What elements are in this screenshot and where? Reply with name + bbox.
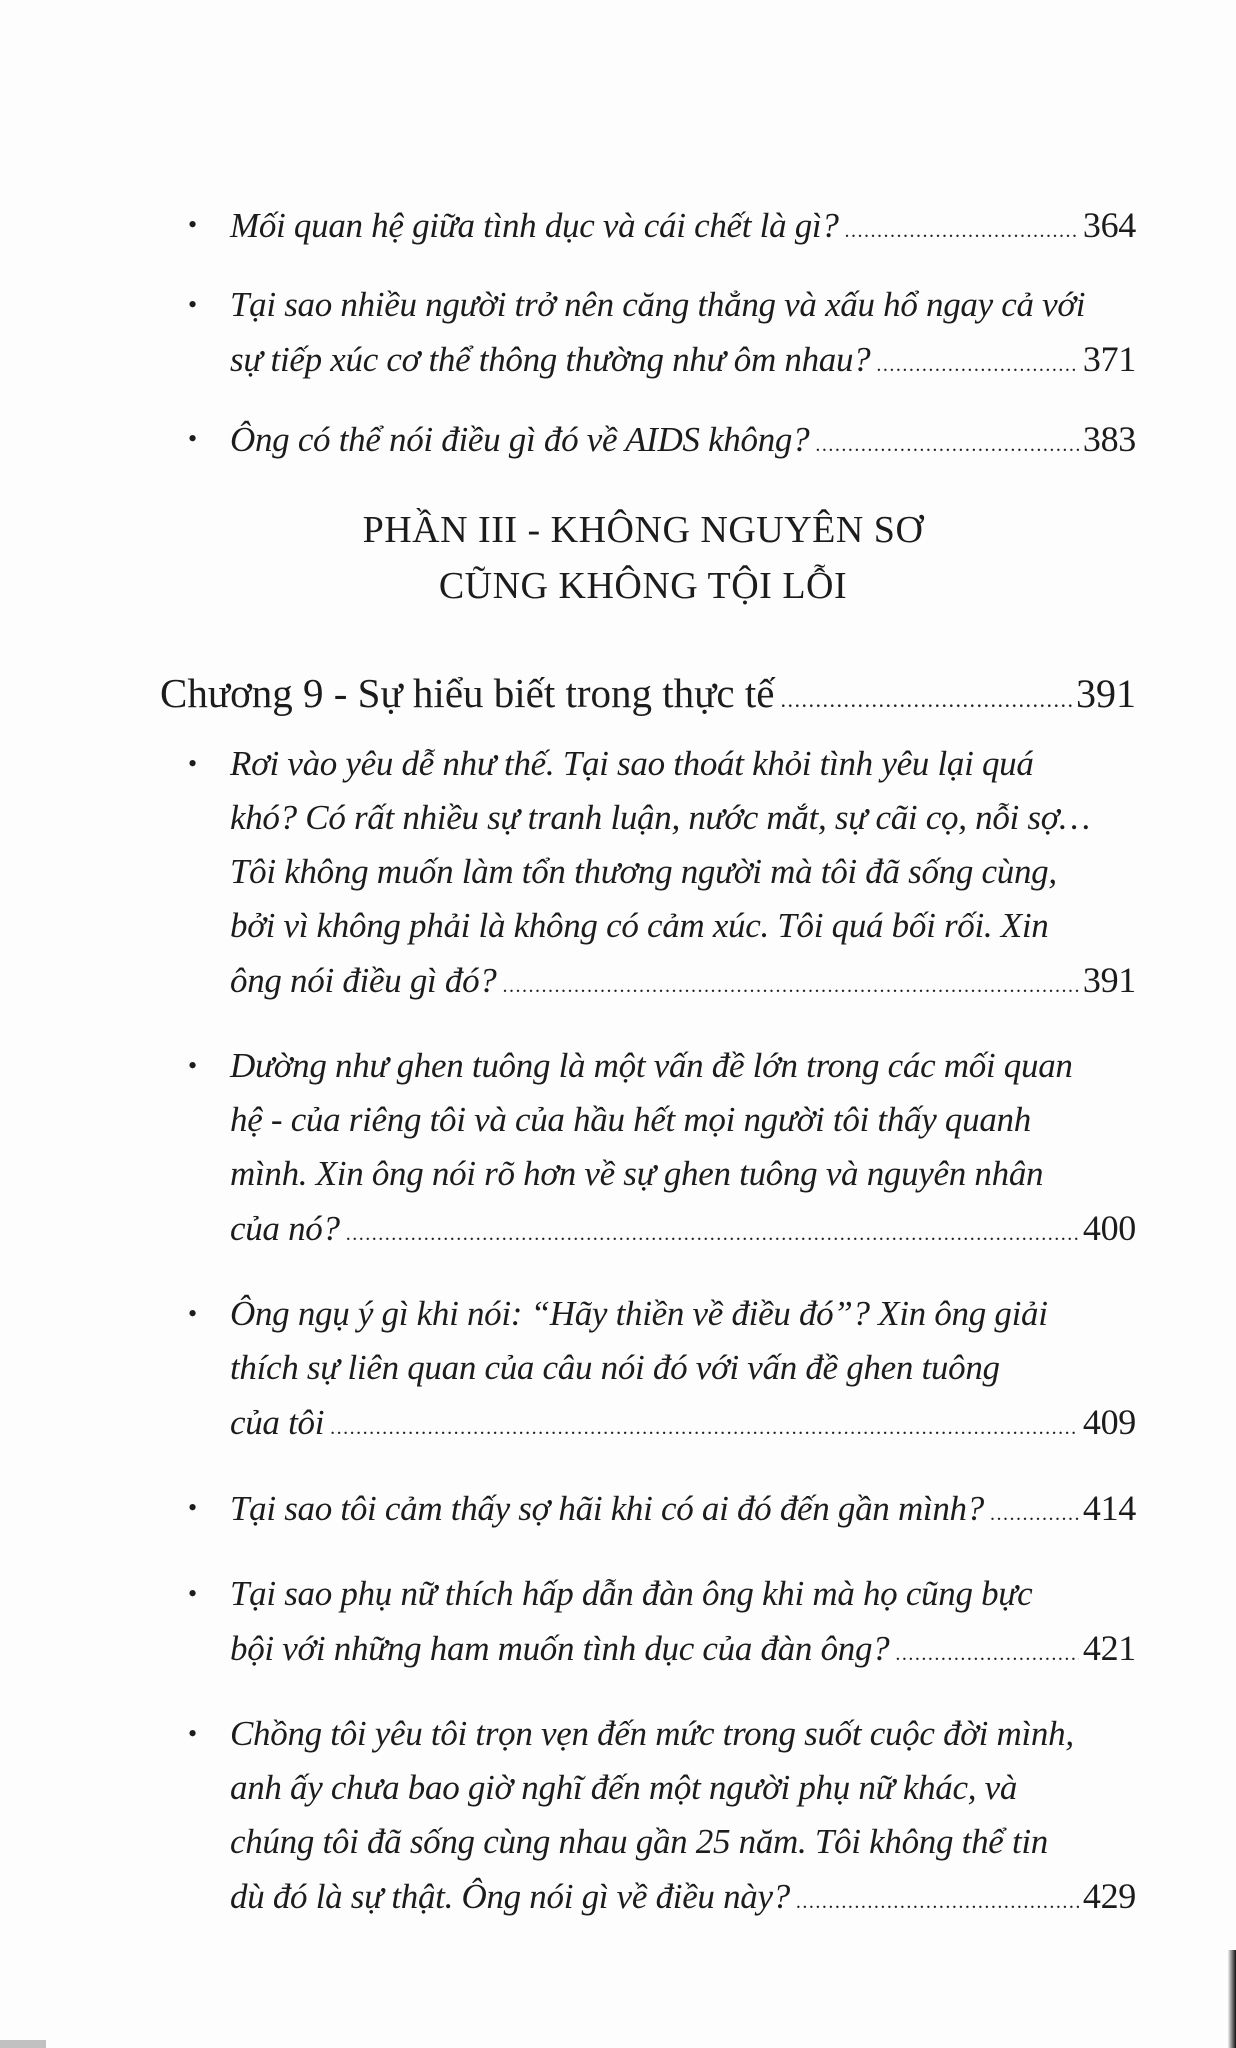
page-number: 364 — [1082, 205, 1136, 245]
page-edge-shadow — [1228, 1950, 1236, 2048]
dot-leader — [876, 338, 1079, 392]
toc-entry[interactable] — [170, 1039, 1136, 1261]
page-number: 414 — [1082, 1488, 1136, 1528]
page-number: 371 — [1082, 339, 1136, 379]
bullet-icon: • — [188, 290, 197, 319]
page-number: 421 — [1082, 1628, 1136, 1668]
dot-leader — [796, 1875, 1079, 1929]
dot-leader — [845, 204, 1079, 258]
toc-entry-text: chúng tôi đã sống cùng nhau gần 25 năm. Tôi không thể tin — [230, 1822, 1048, 1861]
toc-entry-last-line — [230, 953, 1136, 1013]
toc-entry[interactable] — [170, 278, 1136, 392]
toc-entry[interactable] — [170, 1481, 1136, 1541]
toc-entry-last-line — [230, 1481, 1136, 1541]
toc-entry-text: Rơi vào yêu dễ như thế. Tại sao thoát khỏi tình yêu lại quá — [230, 744, 1034, 783]
toc-entry-text: hệ - của riêng tôi và của hầu hết mọi người tôi thấy quanh — [230, 1100, 1031, 1139]
toc-entry-text: Tại sao tôi cảm thấy sợ hãi khi có ai đó đến gần mình? — [230, 1489, 984, 1528]
toc-entry-text: Dường như ghen tuông là một vấn đề lớn trong các mối quan — [230, 1046, 1073, 1085]
dot-leader — [990, 1487, 1079, 1541]
page-number: 429 — [1082, 1876, 1136, 1916]
chapter-heading[interactable] — [160, 664, 1136, 729]
chapter-title: Chương 9 - Sự hiểu biết trong thực tế — [160, 670, 775, 716]
page-number: 383 — [1082, 419, 1136, 459]
toc-entry[interactable] — [170, 1287, 1136, 1455]
toc-entry-text: sự tiếp xúc cơ thể thông thường như ôm nhau? — [230, 340, 871, 379]
dot-leader — [780, 671, 1072, 729]
toc-entry-text: bội với những ham muốn tình dục của đàn ông? — [230, 1629, 890, 1668]
bullet-icon: • — [188, 424, 197, 453]
toc-entry-text: mình. Xin ông nói rõ hơn về sự ghen tuông và nguyên nhân — [230, 1154, 1044, 1193]
toc-entry[interactable] — [170, 1707, 1136, 1929]
bullet-icon: • — [188, 1579, 197, 1608]
dot-leader — [330, 1401, 1079, 1455]
page-number: 409 — [1082, 1402, 1136, 1442]
toc-entry[interactable] — [170, 198, 1136, 258]
page-number: 391 — [1076, 671, 1136, 716]
page-corner-mark — [0, 2040, 46, 2048]
part-heading[interactable] — [160, 502, 1126, 614]
toc-entry-text: Ông ngụ ý gì khi nói: “Hãy thiền về điều đó”? Xin ông giải — [230, 1294, 1048, 1333]
toc-entry-text: dù đó là sự thật. Ông nói gì về điều này? — [230, 1877, 790, 1916]
page-number: 391 — [1082, 960, 1136, 1000]
toc-entry-text: thích sự liên quan của câu nói đó với vấn đề ghen tuông — [230, 1348, 1000, 1387]
toc-entry-text: Tôi không muốn làm tổn thương người mà tôi đã sống cùng, — [230, 852, 1057, 891]
bullet-icon: • — [188, 1719, 197, 1748]
toc-entry-text: bởi vì không phải là không có cảm xúc. Tôi quá bối rối. Xin — [230, 906, 1049, 945]
toc-entry[interactable] — [170, 1567, 1136, 1681]
toc-entry-text: của nó? — [230, 1209, 340, 1248]
toc-entry-text: anh ấy chưa bao giờ nghĩ đến một người phụ nữ khác, và — [230, 1768, 1018, 1807]
toc-entry-last-line — [230, 1201, 1136, 1261]
toc-entry-text: Ông có thể nói điều gì đó về AIDS không? — [230, 420, 810, 459]
dot-leader — [503, 959, 1079, 1013]
toc-entry[interactable] — [170, 737, 1136, 1013]
bullet-icon: • — [188, 1051, 197, 1080]
toc-entry-last-line — [230, 332, 1136, 392]
toc-entry-text: của tôi — [230, 1403, 325, 1442]
toc-entry[interactable] — [170, 412, 1136, 472]
table-of-contents — [160, 198, 1136, 1929]
dot-leader — [895, 1627, 1079, 1681]
bullet-icon: • — [188, 1299, 197, 1328]
part-title-line-1: PHẦN III - KHÔNG NGUYÊN SƠ — [362, 509, 924, 551]
toc-entry-last-line — [230, 1869, 1136, 1929]
bullet-icon: • — [188, 749, 197, 778]
dot-leader — [346, 1207, 1079, 1261]
toc-entry-text: ông nói điều gì đó? — [230, 961, 497, 1000]
toc-entry-text: khó? Có rất nhiều sự tranh luận, nước mắt, sự cãi cọ, nỗi sợ… — [230, 798, 1090, 837]
toc-entry-last-line — [230, 1395, 1136, 1455]
toc-entry-text: Tại sao nhiều người trở nên căng thẳng và xấu hổ ngay cả với — [230, 285, 1086, 324]
toc-entry-last-line — [230, 412, 1136, 472]
toc-entry-last-line — [230, 198, 1136, 258]
toc-entry-text: Tại sao phụ nữ thích hấp dẫn đàn ông khi mà họ cũng bực — [230, 1574, 1033, 1613]
part-title-line-2: CŨNG KHÔNG TỘI LỖI — [438, 565, 848, 607]
toc-entry-last-line — [230, 1621, 1136, 1681]
toc-entry-text: Mối quan hệ giữa tình dục và cái chết là gì? — [230, 206, 839, 245]
bullet-icon: • — [188, 210, 197, 239]
dot-leader — [815, 418, 1079, 472]
toc-entry-text: Chồng tôi yêu tôi trọn vẹn đến mức trong suốt cuộc đời mình, — [230, 1714, 1074, 1753]
bullet-icon: • — [188, 1493, 197, 1522]
page-number: 400 — [1082, 1208, 1136, 1248]
